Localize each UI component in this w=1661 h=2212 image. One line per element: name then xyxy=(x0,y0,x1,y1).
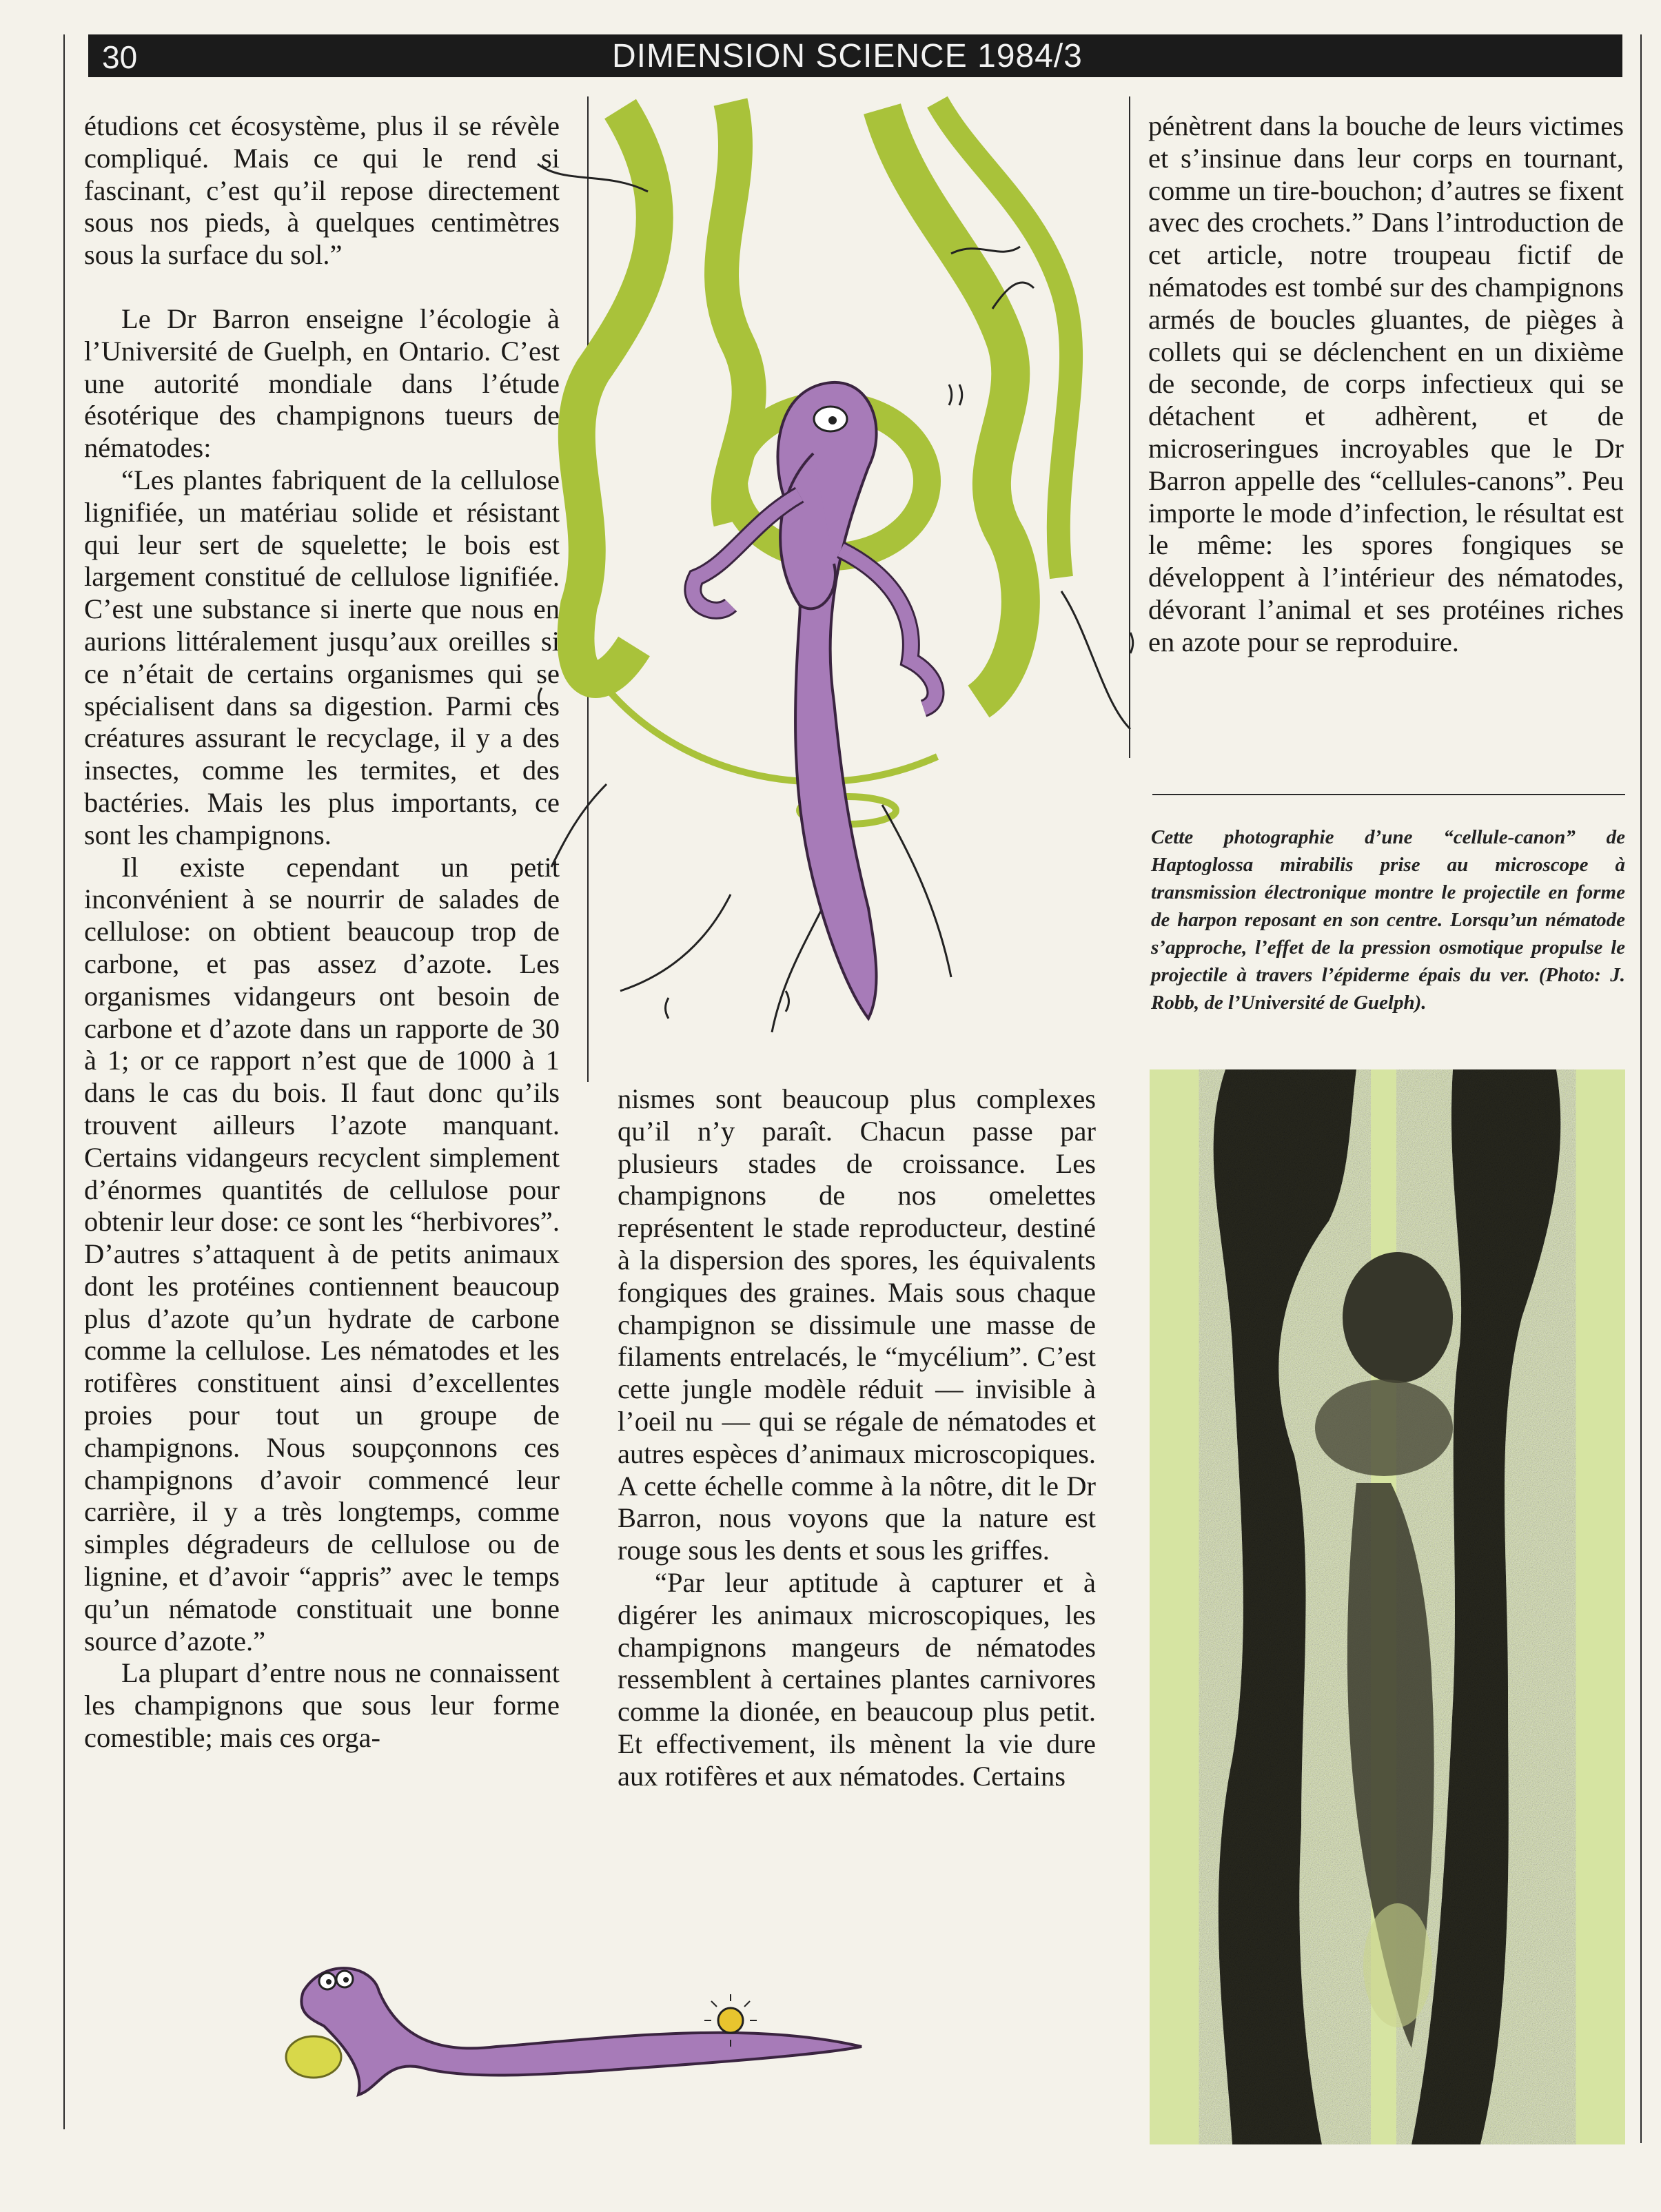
photo-caption: Cette photographie d’une “cellule-canon” de Haptoglossa mirabilis prise au microscope à transmission électronique montre le projectile en forme de harpon reposant en son centre. Lorsqu’un nématode s’approche, l’effet de la pression osmotique propulse le projectile à travers l’épiderme épais du ver. (Photo: J. Robb, de l’Université de Guelph). xyxy=(1151,826,1625,1014)
running-head: DIMENSION SCIENCE 1984/3 xyxy=(612,38,1083,74)
page-number: 30 xyxy=(102,39,138,75)
col3-paragraph-1: pénètrent dans la bouche de leurs victimes et s’insinue dans leur corps en tournant, comme un tire-bouchon; d’autres se fixent avec des crochets.” Dans l’introduction de cet article, notre troupeau fictif de nématodes est tombé sur des champignons armés de boucles gluantes, de pièges à collets qui se déclenchent en un dixième de seconde, de corps infectieux qui se détachent et adhèrent, et de microseringues incroyables que le Dr Barron appelle des “cellules-canons”. Peu importe le mode d’infection, le résultat est le même: les spores fongiques se développent à l’intérieur des nématodes, dévorant l’animal et ses protéines riches en azote pour se reproduire. xyxy=(1148,110,1624,657)
left-margin-line xyxy=(63,34,65,2129)
col1-paragraph-1: étudions cet écosystème, plus il se révèle compliqué. Mais ce qui le rend si fascinant, c’est qu’il repose directement sous nos pieds, à quelques centimètres sous la surface du sol.” xyxy=(84,110,560,271)
header-bar xyxy=(88,34,1622,77)
photograph-image xyxy=(1150,1069,1625,2144)
right-margin-line xyxy=(1640,34,1642,2143)
col1-paragraph-4: Il existe cependant un petit inconvénient à se nourrir de salades de cellulose: on obtient beaucoup trop de carbone, et pas assez d’azote. Les organismes vidangeurs ont besoin de carbone et d’azote dans un rapporte de 30 à 1; or ce rapport n’est que de 1000 à 1 dans le cas du bois. Il faut donc qu’ils trouvent ailleurs l’azote manquant. Certains vidangeurs recyclent simplement d’énormes quantités de cellulose pour obtenir leur dose: ce sont les “herbivores”. D’autres s’attaquent à de petits animaux dont les protéines contiennent beaucoup plus d’azote qu’un hydrate de carbone comme la cellulose. Les nématodes et les rotifères constituent ainsi d’excellentes proies pour tout un groupe de champignons. Nous soupçonnons ces champignons d’avoir commencé leur carrière, il y a très longtemps, comme simples dégradeurs de cellulose ou de lignine, et d’avoir “appris” avec le temps qu’un nématode constituait une bonne source d’azote.” xyxy=(84,851,560,1657)
article-column-3 xyxy=(1148,110,1624,659)
article-column-2 xyxy=(618,1083,1096,1793)
fungus-nematode-illustration xyxy=(524,81,1144,1074)
cell-canon-photograph xyxy=(1150,1069,1625,2144)
col1-paragraph-3: “Les plantes fabriquent de la cellulose lignifiée, un matériau solide et résistant qui leur sert de squelette; le bois est largement constitué de cellulose lignifiée. C’est une substance si inerte que nous en aurions littéralement jusqu’aux oreilles si ce n’était de certains organismes qui se spécialisent dans sa digestion. Parmi ces créatures assurant le recyclage, il y a des insectes, comme les termites, et des bactéries. Mais les plus importants, ce sont les champignons. xyxy=(84,464,560,850)
col1-paragraph-2: Le Dr Barron enseigne l’écologie à l’Université de Guelph, en Ontario. C’est une autorité mondiale dans l’étude ésotérique des champignons tueurs de nématodes: xyxy=(84,303,560,464)
col2-paragraph-1: nismes sont beaucoup plus complexes qu’il n’y paraît. Chacun passe par plusieurs stades de croissance. Les champignons de nos omelettes représentent le stade reproducteur, destiné à la dispersion des spores, les équivalents fongiques des graines. Mais sous chaque champignon se dissimule une masse de filaments entrelacés, le “mycélium”. C’est cette jungle modèle réduit — invisible à l’oeil nu — qui se régale de nématodes et autres espèces d’animaux microscopiques. A cette échelle comme à la nôtre, dit le Dr Barron, nous voyons que la nature est rouge sous les dents et sous les griffes. xyxy=(618,1083,1096,1566)
col1-paragraph-5: La plupart d’entre nous ne connaissent les champignons que sous leur forme comestible; mais ces orga- xyxy=(84,1657,560,1754)
col2-paragraph-2: “Par leur aptitude à capturer et à digérer les animaux microscopiques, les champignons mangeurs de nématodes ressemblent à certaines plantes carnivores comme la dionée, en beaucoup plus petit. Et effectivement, ils mènent la vie dure aux rotifères et aux nématodes. Certains xyxy=(618,1566,1096,1792)
caption-rule xyxy=(1152,794,1625,795)
article-column-1 xyxy=(84,110,560,1754)
small-nematode-illustration xyxy=(262,1943,896,2102)
